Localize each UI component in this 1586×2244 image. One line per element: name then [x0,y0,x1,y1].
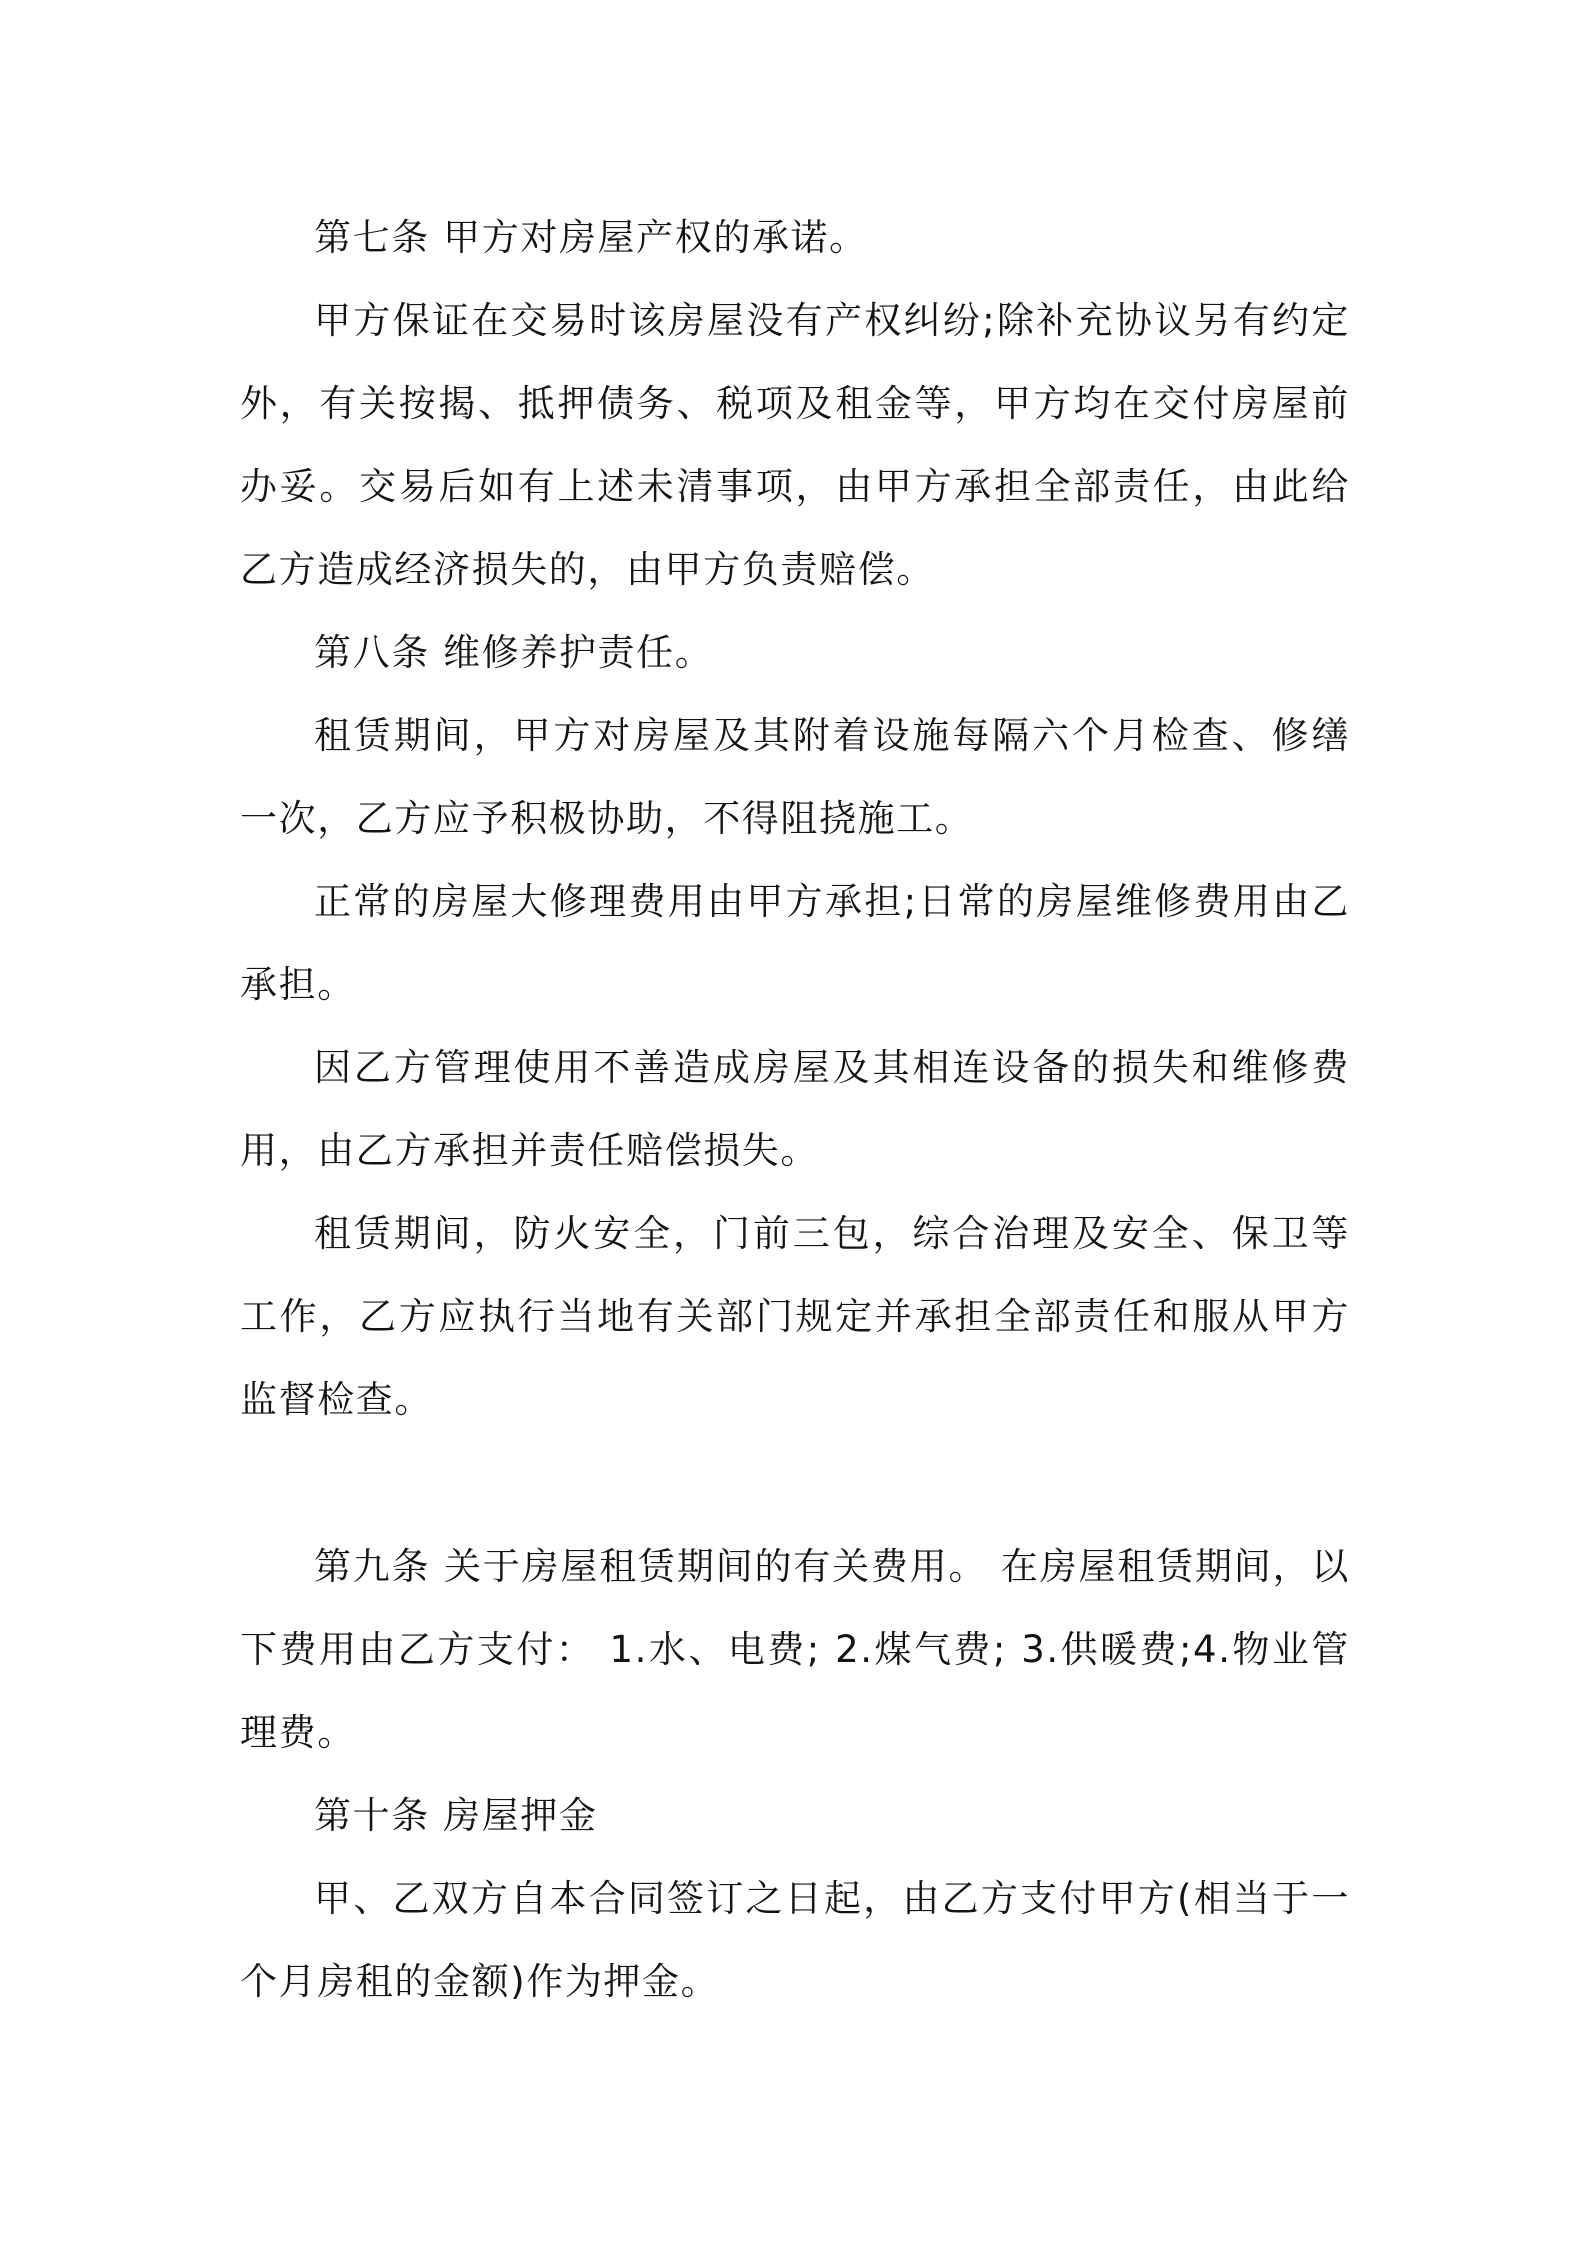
article-8-paragraph-2: 正常的房屋大修理费用由甲方承担;日常的房屋维修费用由乙承担。 [240,880,1350,1006]
article-8-paragraph-3: 因乙方管理使用不善造成房屋及其相连设备的损失和维修费用，由乙方承担并责任赔偿损失。 [240,1046,1350,1172]
paragraph-gap [240,1441,1350,1525]
document-body [240,196,1350,2023]
article-8-paragraph-4: 租赁期间，防火安全，门前三包，综合治理及安全、保卫等工作，乙方应执行当地有关部门规定并承担全部责任和服从甲方监督检查。 [240,1212,1350,1421]
article-7-heading: 第七条 甲方对房屋产权的承诺。 [314,216,868,259]
article-10-heading: 第十条 房屋押金 [314,1794,598,1837]
article-7-body: 甲方保证在交易时该房屋没有产权纠纷;除补充协议另有约定外，有关按揭、抵押债务、税项及租金等，甲方均在交付房屋前办妥。交易后如有上述未清事项，由甲方承担全部责任，由此给乙方造成经济损失的，由甲方负责赔偿。 [240,299,1350,591]
article-10-body: 甲、乙双方自本合同签订之日起，由乙方支付甲方(相当于一个月房租的金额)作为押金。 [240,1877,1350,2003]
article-8-heading: 第八条 维修养护责任。 [314,631,714,674]
article-9: 第九条 关于房屋租赁期间的有关费用。 在房屋租赁期间，以下费用由乙方支付： 1.水、电费; 2.煤气费; 3.供暖费;4.物业管理费。 [240,1545,1350,1754]
article-8-paragraph-1: 租赁期间，甲方对房屋及其附着设施每隔六个月检查、修缮一次，乙方应予积极协助，不得阻挠施工。 [240,714,1350,840]
